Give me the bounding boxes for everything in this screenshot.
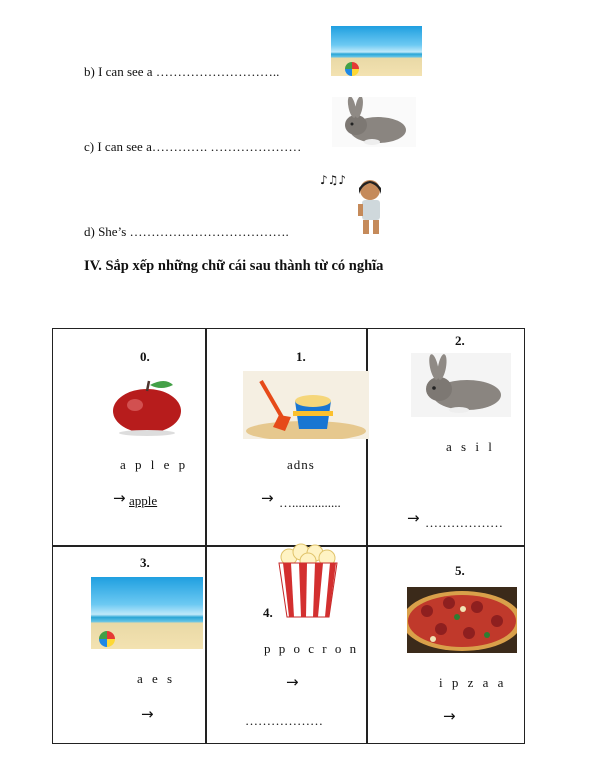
cell-3-arrow-icon: → xyxy=(141,705,154,723)
sand-bucket-image xyxy=(243,371,369,439)
rabbit-image xyxy=(332,97,416,147)
cell-1-answer-blank: …............... xyxy=(279,495,341,510)
cell-0-answer: apple xyxy=(129,493,158,508)
cell-5-arrow-icon: → xyxy=(443,707,456,725)
word-scramble-grid xyxy=(52,328,525,744)
cell-1-arrow-icon: → xyxy=(261,489,274,507)
cell-1-letters: adns xyxy=(287,457,315,472)
sentence-d: d) She’s ………………………………. xyxy=(84,224,289,239)
cell-0-number: 0. xyxy=(140,349,150,364)
cell-0-arrow-icon: → xyxy=(113,489,126,507)
beach-scene-image xyxy=(331,26,422,76)
cell-5-number: 5. xyxy=(455,563,465,578)
cell-2-arrow-icon: → xyxy=(407,509,420,527)
rabbit-grid-image xyxy=(411,353,511,417)
cell-5-letters: i p z a a xyxy=(439,675,507,690)
cell-4-letters: p p o c r o n xyxy=(264,641,359,656)
cell-2-number: 2. xyxy=(455,333,465,348)
cell-1-number: 1. xyxy=(296,349,306,364)
cell-4-arrow-icon: → xyxy=(286,673,299,691)
singing-girl-image xyxy=(318,168,413,238)
cell-3-letters: a e s xyxy=(137,671,176,686)
section-title: IV. Sắp xếp những chữ cái sau thành từ có nghĩa xyxy=(84,258,384,274)
apple-image xyxy=(95,373,199,437)
popcorn-image xyxy=(275,543,341,619)
cell-4-number: 4. xyxy=(263,605,273,620)
sentence-b: b) I can see a ……………………….. xyxy=(84,64,280,79)
cell-2-letters: a s i l xyxy=(446,439,495,454)
cell-0-letters: a p l e p xyxy=(120,457,189,472)
cell-3-number: 3. xyxy=(140,555,150,570)
pizza-image xyxy=(407,587,517,653)
svg-text:♪♫♪: ♪♫♪ xyxy=(320,173,347,187)
cell-2-answer-blank: ……………… xyxy=(425,515,503,530)
beach-grid-image xyxy=(91,577,203,649)
cell-4-answer-blank: ……………… xyxy=(245,713,323,728)
sentence-c: c) I can see a…………. ………………… xyxy=(84,139,302,154)
